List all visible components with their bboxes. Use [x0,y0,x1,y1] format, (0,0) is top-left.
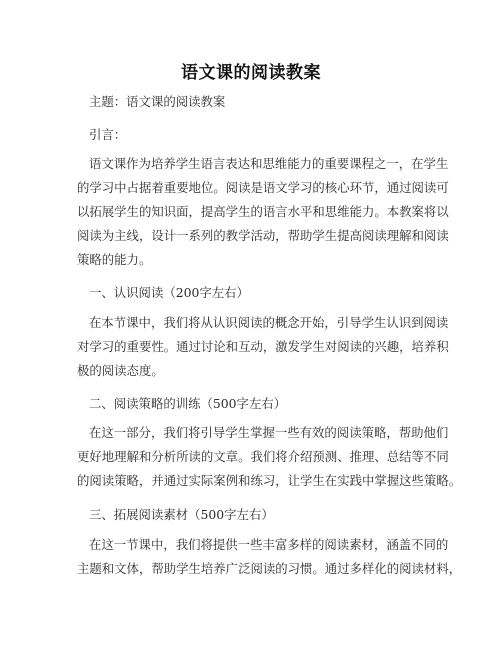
paragraph-line: 的阅读策略，并通过实际案例和练习，让学生在实践中掌握这些策略。 [77,473,462,488]
document-title: 语文课的阅读教案 [181,63,321,83]
paragraph-line: 在本节课中，我们将从认识阅读的概念开始，引导学生认识到阅读 [89,315,449,330]
paragraph-line: 在这一节课中，我们将提供一些丰富多样的阅读素材，涵盖不同的 [89,537,449,552]
paragraph-line: 对学习的重要性。通过讨论和互动，激发学生对阅读的兴趣，培养积 [77,339,449,354]
paragraph-line: 语文课作为培养学生语言表达和思维能力的重要课程之一，在学生 [89,156,449,171]
paragraph-line: 更好地理解和分析所读的文章。我们将介绍预测、推理、总结等不同 [77,449,449,464]
paragraph-line: 主题和文体，帮助学生培养广泛阅读的习惯。通过多样化的阅读材料， [77,561,462,576]
section-heading: 二、阅读策略的训练（500字左右） [89,396,287,411]
section-heading: 三、拓展阅读素材（500字左右） [89,507,274,522]
paragraph-line: 以拓展学生的知识面，提高学生的语言水平和思维能力。本教案将以 [77,204,449,219]
paragraph-line: 的学习中占据着重要地位。阅读是语文学习的核心环节，通过阅读可 [77,180,449,195]
paragraph-line: 极的阅读态度。 [77,363,164,378]
paragraph-line: 阅读为主线，设计一系列的教学活动，帮助学生提高阅读理解和阅读 [77,228,449,243]
section-heading: 一、认识阅读（200字左右） [89,285,249,300]
intro-label: 引言： [89,127,127,142]
paragraph-line: 策略的能力。 [77,252,152,267]
topic-line: 主题：语文课的阅读教案 [89,94,226,109]
paragraph-line: 在这一部分，我们将引导学生掌握一些有效的阅读策略，帮助他们 [89,425,449,440]
